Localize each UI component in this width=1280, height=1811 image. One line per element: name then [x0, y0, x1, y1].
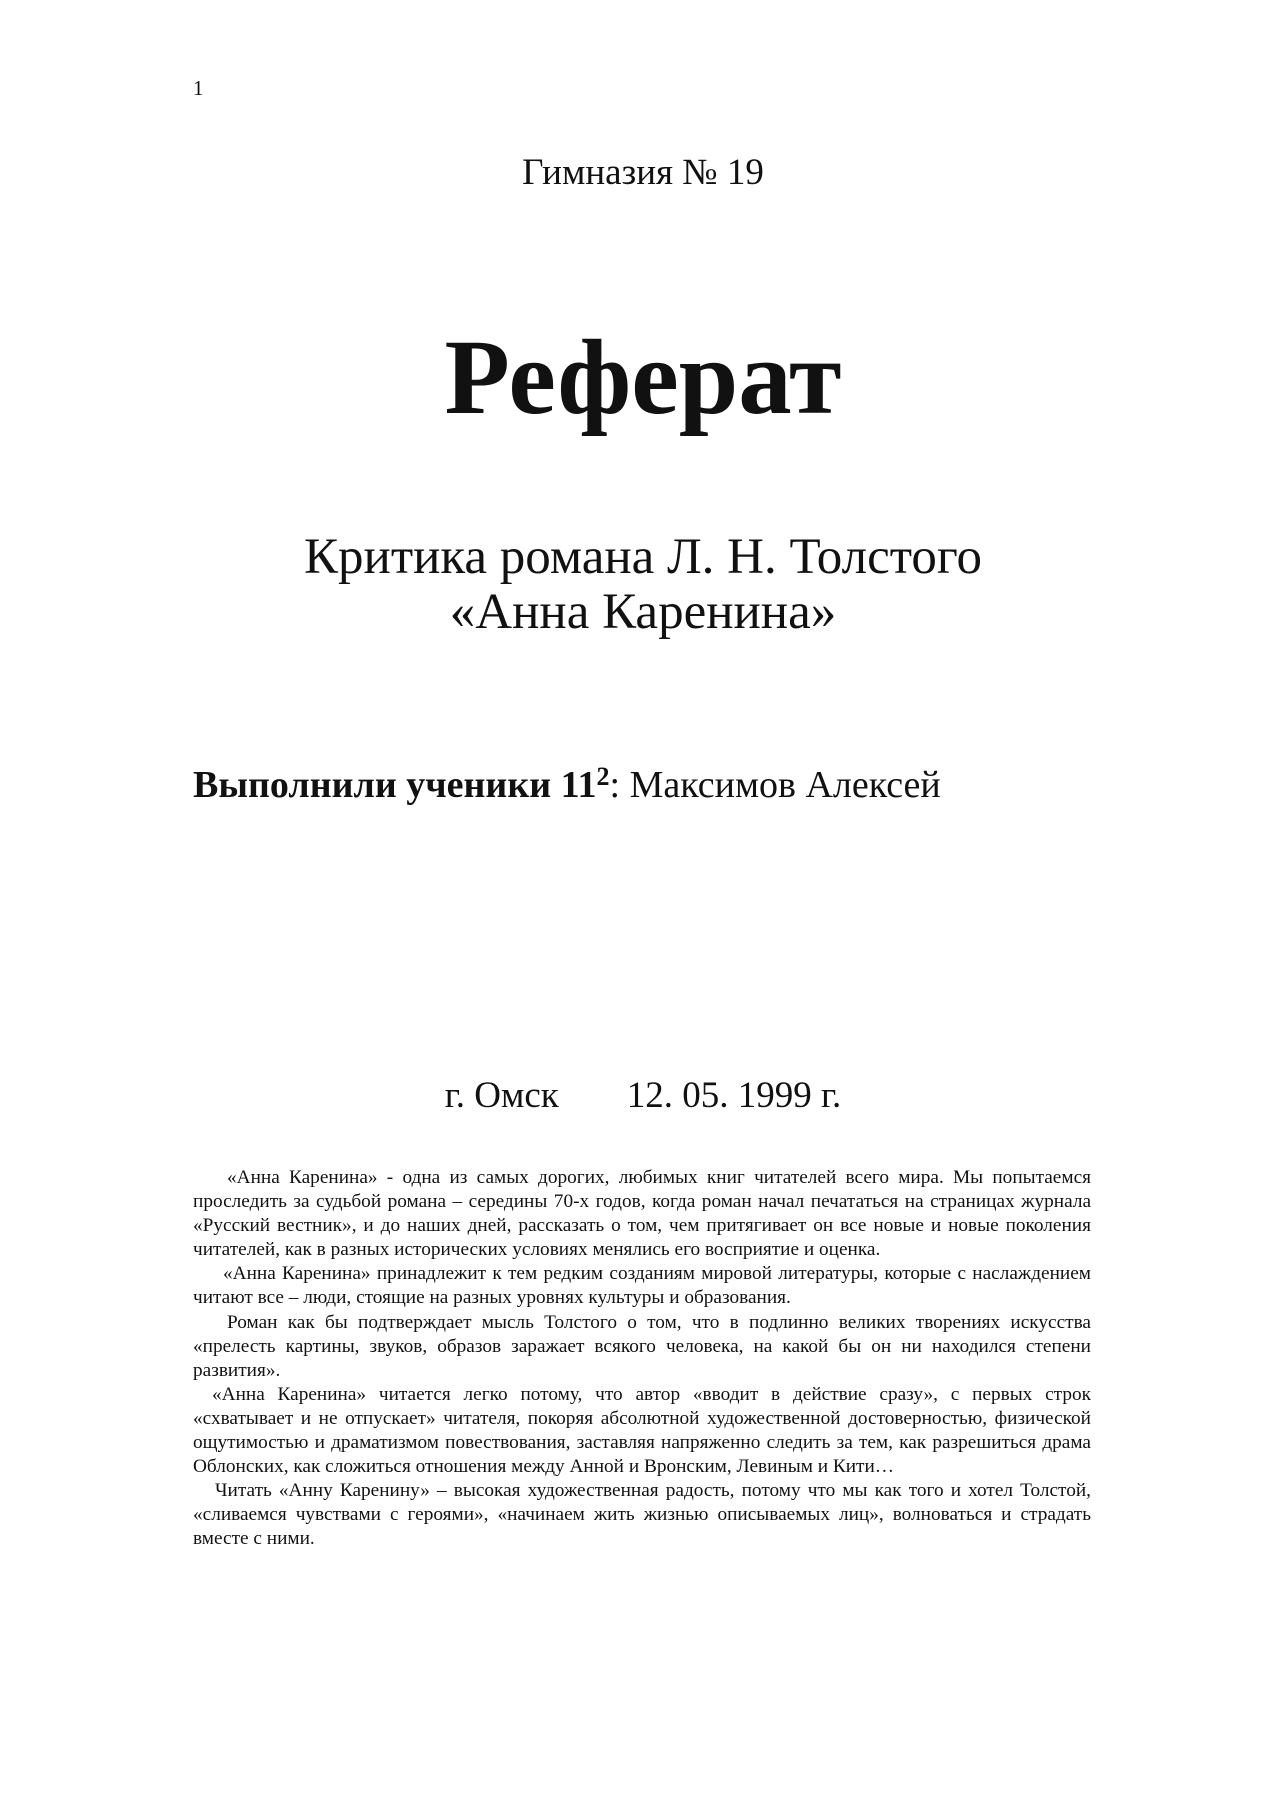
document-type-heading: Реферат [444, 319, 842, 437]
authors-label-text: Выполнили ученики 11 [193, 764, 597, 806]
authors-colon: : [609, 764, 621, 806]
date: 12. 05. 1999 г. [626, 1075, 842, 1116]
authors-line [193, 762, 941, 808]
city: г. Омск [444, 1075, 559, 1116]
authors-label [193, 764, 610, 806]
class-superscript: 2 [596, 762, 610, 791]
topic-line-2: «Анна Каренина» [449, 584, 837, 640]
essay-paragraph: «Анна Каренина» - одна из самых дорогих, любимых книг читателей всего мира. Мы попытаемся проследить за судьбой романа – середины 70-х годов, когда роман начал печататься на страницах журнала «Русский вестник», и до наших дней, рассказать о том, чем притягивает он все новые и новые поколения читателей, как в разных исторических условиях менялись его восприятие и оценка. [193, 1167, 1091, 1261]
essay-paragraph: Роман как бы подтверждает мысль Толстого о том, что в подлинно великих творениях искусства «прелесть картины, звуков, образов заражает всякого человека, на какой бы он ни находился степени развития». [193, 1311, 1091, 1381]
essay-body [193, 1166, 1091, 1552]
school-name: Гимназия № 19 [522, 152, 764, 193]
topic-line-1: Критика романа Л. Н. Толстого [304, 529, 982, 585]
page-number: 1 [193, 76, 204, 100]
place-and-date [193, 1074, 1093, 1118]
author-names: Максимов Алексей [620, 764, 941, 806]
essay-paragraph: «Анна Каренина» читается легко потому, что автор «вводит в действие сразу», с первых строк «схватывает и не отпускает» читателя, покоряя абсолютной художественной достоверностью, физической ощутимостью и драматизмом повествования, заставляя напряженно следить за тем, как разрешиться драма Облонских, как сложиться отношения между Анной и Вронским, Левиным и Кити… [193, 1383, 1091, 1478]
essay-paragraph: Читать «Анну Каренину» – высокая художественная радость, потому что мы как того и хотел Толстой, «сливаемся чувствами с героями», «начинаем жить жизнью описываемых лиц», волноваться и страдать вместе с ними. [193, 1480, 1091, 1550]
essay-paragraph: «Анна Каренина» принадлежит к тем редким созданиям мировой литературы, которые с наслаждением читают все – люди, стоящие на разных уровнях культуры и образования. [193, 1263, 1091, 1309]
essay-topic [193, 530, 1093, 640]
